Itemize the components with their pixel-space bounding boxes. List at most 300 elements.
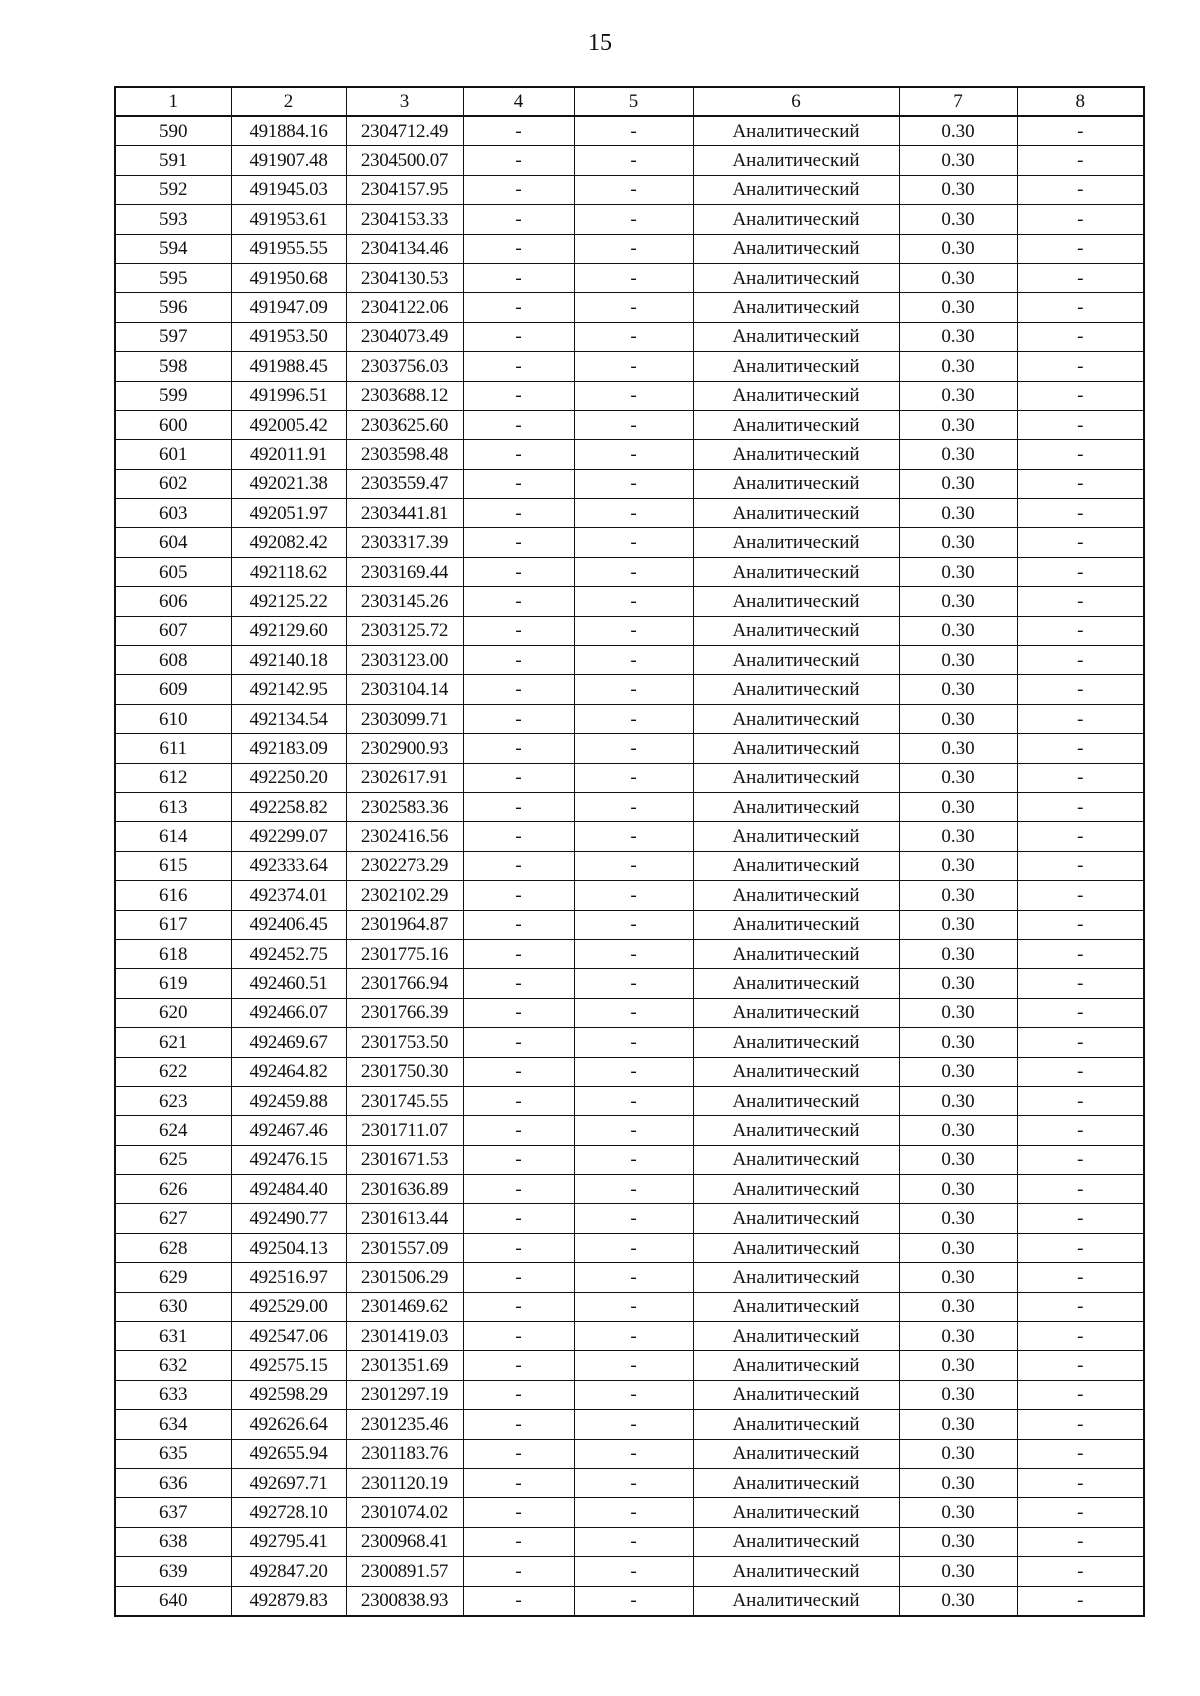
column-8-cell: - [1017, 1586, 1144, 1616]
column-4-cell: - [463, 499, 574, 528]
table-row [115, 146, 1144, 175]
y-coordinate-cell: 2301297.19 [346, 1380, 463, 1409]
y-coordinate-cell: 2301469.62 [346, 1292, 463, 1321]
column-4-cell: - [463, 646, 574, 675]
table-row [115, 1322, 1144, 1351]
column-5-cell: - [574, 910, 693, 939]
method-cell: Аналитический [693, 1175, 899, 1204]
table-row [115, 792, 1144, 821]
table-row [115, 675, 1144, 704]
column-5-cell: - [574, 1292, 693, 1321]
column-4-cell: - [463, 528, 574, 557]
method-cell: Аналитический [693, 646, 899, 675]
column-8-cell: - [1017, 1263, 1144, 1292]
column-8-cell: - [1017, 499, 1144, 528]
y-coordinate-cell: 2301753.50 [346, 1028, 463, 1057]
x-coordinate-cell: 492258.82 [231, 792, 346, 821]
method-cell: Аналитический [693, 1527, 899, 1556]
column-5-cell: - [574, 1145, 693, 1174]
column-5-cell: - [574, 440, 693, 469]
column-5-cell: - [574, 1322, 693, 1351]
column-5-cell: - [574, 998, 693, 1027]
accuracy-cell: 0.30 [899, 792, 1017, 821]
table-row [115, 1233, 1144, 1262]
x-coordinate-cell: 492469.67 [231, 1028, 346, 1057]
point-number-cell: 623 [115, 1086, 231, 1115]
column-4-cell: - [463, 1498, 574, 1527]
method-cell: Аналитический [693, 1439, 899, 1468]
column-5-cell: - [574, 704, 693, 733]
accuracy-cell: 0.30 [899, 851, 1017, 880]
table-row [115, 234, 1144, 263]
column-header: 7 [899, 87, 1017, 116]
accuracy-cell: 0.30 [899, 1586, 1017, 1616]
column-8-cell: - [1017, 851, 1144, 880]
method-cell: Аналитический [693, 205, 899, 234]
column-8-cell: - [1017, 1116, 1144, 1145]
method-cell: Аналитический [693, 116, 899, 146]
column-8-cell: - [1017, 646, 1144, 675]
accuracy-cell: 0.30 [899, 528, 1017, 557]
y-coordinate-cell: 2303598.48 [346, 440, 463, 469]
y-coordinate-cell: 2304073.49 [346, 322, 463, 351]
column-5-cell: - [574, 381, 693, 410]
column-4-cell: - [463, 998, 574, 1027]
point-number-cell: 597 [115, 322, 231, 351]
point-number-cell: 593 [115, 205, 231, 234]
y-coordinate-cell: 2303145.26 [346, 587, 463, 616]
x-coordinate-cell: 492466.07 [231, 998, 346, 1027]
table-row [115, 205, 1144, 234]
column-8-cell: - [1017, 1292, 1144, 1321]
point-number-cell: 620 [115, 998, 231, 1027]
x-coordinate-cell: 491947.09 [231, 293, 346, 322]
column-5-cell: - [574, 322, 693, 351]
column-8-cell: - [1017, 1086, 1144, 1115]
column-8-cell: - [1017, 910, 1144, 939]
column-header: 5 [574, 87, 693, 116]
column-8-cell: - [1017, 1410, 1144, 1439]
column-4-cell: - [463, 1175, 574, 1204]
table-row [115, 646, 1144, 675]
column-5-cell: - [574, 1086, 693, 1115]
method-cell: Аналитический [693, 175, 899, 204]
accuracy-cell: 0.30 [899, 704, 1017, 733]
column-4-cell: - [463, 205, 574, 234]
column-4-cell: - [463, 763, 574, 792]
column-4-cell: - [463, 1586, 574, 1616]
accuracy-cell: 0.30 [899, 1175, 1017, 1204]
y-coordinate-cell: 2301183.76 [346, 1439, 463, 1468]
point-number-cell: 627 [115, 1204, 231, 1233]
column-5-cell: - [574, 851, 693, 880]
accuracy-cell: 0.30 [899, 1468, 1017, 1497]
column-8-cell: - [1017, 557, 1144, 586]
method-cell: Аналитический [693, 704, 899, 733]
y-coordinate-cell: 2301775.16 [346, 939, 463, 968]
column-8-cell: - [1017, 587, 1144, 616]
column-4-cell: - [463, 1233, 574, 1262]
y-coordinate-cell: 2301745.55 [346, 1086, 463, 1115]
x-coordinate-cell: 492005.42 [231, 410, 346, 439]
column-4-cell: - [463, 1468, 574, 1497]
column-4-cell: - [463, 410, 574, 439]
column-header: 4 [463, 87, 574, 116]
point-number-cell: 629 [115, 1263, 231, 1292]
y-coordinate-cell: 2303123.00 [346, 646, 463, 675]
y-coordinate-cell: 2304130.53 [346, 263, 463, 292]
y-coordinate-cell: 2304122.06 [346, 293, 463, 322]
column-5-cell: - [574, 1028, 693, 1057]
column-5-cell: - [574, 1586, 693, 1616]
point-number-cell: 638 [115, 1527, 231, 1556]
table-row [115, 322, 1144, 351]
column-5-cell: - [574, 675, 693, 704]
method-cell: Аналитический [693, 263, 899, 292]
accuracy-cell: 0.30 [899, 322, 1017, 351]
accuracy-cell: 0.30 [899, 1116, 1017, 1145]
column-4-cell: - [463, 175, 574, 204]
column-4-cell: - [463, 1116, 574, 1145]
table-row [115, 469, 1144, 498]
column-8-cell: - [1017, 881, 1144, 910]
accuracy-cell: 0.30 [899, 1498, 1017, 1527]
column-4-cell: - [463, 881, 574, 910]
x-coordinate-cell: 492051.97 [231, 499, 346, 528]
column-8-cell: - [1017, 998, 1144, 1027]
x-coordinate-cell: 492129.60 [231, 616, 346, 645]
y-coordinate-cell: 2302617.91 [346, 763, 463, 792]
point-number-cell: 612 [115, 763, 231, 792]
column-5-cell: - [574, 1498, 693, 1527]
method-cell: Аналитический [693, 528, 899, 557]
column-5-cell: - [574, 969, 693, 998]
x-coordinate-cell: 492795.41 [231, 1527, 346, 1556]
column-header: 6 [693, 87, 899, 116]
column-4-cell: - [463, 734, 574, 763]
column-4-cell: - [463, 1292, 574, 1321]
point-number-cell: 624 [115, 1116, 231, 1145]
point-number-cell: 633 [115, 1380, 231, 1409]
point-number-cell: 621 [115, 1028, 231, 1057]
column-4-cell: - [463, 1322, 574, 1351]
point-number-cell: 600 [115, 410, 231, 439]
method-cell: Аналитический [693, 410, 899, 439]
x-coordinate-cell: 492626.64 [231, 1410, 346, 1439]
column-4-cell: - [463, 1086, 574, 1115]
column-4-cell: - [463, 381, 574, 410]
x-coordinate-cell: 492459.88 [231, 1086, 346, 1115]
table-row [115, 1586, 1144, 1616]
column-8-cell: - [1017, 116, 1144, 146]
y-coordinate-cell: 2303317.39 [346, 528, 463, 557]
table-row [115, 1439, 1144, 1468]
y-coordinate-cell: 2303756.03 [346, 352, 463, 381]
accuracy-cell: 0.30 [899, 1292, 1017, 1321]
column-8-cell: - [1017, 1498, 1144, 1527]
y-coordinate-cell: 2301964.87 [346, 910, 463, 939]
column-8-cell: - [1017, 1439, 1144, 1468]
accuracy-cell: 0.30 [899, 1322, 1017, 1351]
table-row [115, 410, 1144, 439]
column-5-cell: - [574, 587, 693, 616]
column-8-cell: - [1017, 1233, 1144, 1262]
column-8-cell: - [1017, 1527, 1144, 1556]
x-coordinate-cell: 492250.20 [231, 763, 346, 792]
point-number-cell: 606 [115, 587, 231, 616]
y-coordinate-cell: 2300968.41 [346, 1527, 463, 1556]
method-cell: Аналитический [693, 1086, 899, 1115]
column-5-cell: - [574, 263, 693, 292]
y-coordinate-cell: 2303625.60 [346, 410, 463, 439]
x-coordinate-cell: 491953.50 [231, 322, 346, 351]
table-row [115, 1028, 1144, 1057]
column-4-cell: - [463, 969, 574, 998]
column-5-cell: - [574, 1380, 693, 1409]
x-coordinate-cell: 492082.42 [231, 528, 346, 557]
point-number-cell: 613 [115, 792, 231, 821]
x-coordinate-cell: 492655.94 [231, 1439, 346, 1468]
x-coordinate-cell: 491988.45 [231, 352, 346, 381]
method-cell: Аналитический [693, 1498, 899, 1527]
method-cell: Аналитический [693, 1468, 899, 1497]
table-row [115, 1557, 1144, 1586]
y-coordinate-cell: 2301671.53 [346, 1145, 463, 1174]
accuracy-cell: 0.30 [899, 616, 1017, 645]
x-coordinate-cell: 492879.83 [231, 1586, 346, 1616]
y-coordinate-cell: 2304712.49 [346, 116, 463, 146]
method-cell: Аналитический [693, 792, 899, 821]
method-cell: Аналитический [693, 499, 899, 528]
accuracy-cell: 0.30 [899, 1380, 1017, 1409]
table-row [115, 381, 1144, 410]
point-number-cell: 615 [115, 851, 231, 880]
x-coordinate-cell: 492140.18 [231, 646, 346, 675]
x-coordinate-cell: 491996.51 [231, 381, 346, 410]
point-number-cell: 631 [115, 1322, 231, 1351]
x-coordinate-cell: 491950.68 [231, 263, 346, 292]
y-coordinate-cell: 2302102.29 [346, 881, 463, 910]
y-coordinate-cell: 2303099.71 [346, 704, 463, 733]
point-number-cell: 610 [115, 704, 231, 733]
column-5-cell: - [574, 1116, 693, 1145]
table-row [115, 587, 1144, 616]
column-8-cell: - [1017, 175, 1144, 204]
method-cell: Аналитический [693, 969, 899, 998]
y-coordinate-cell: 2300891.57 [346, 1557, 463, 1586]
column-4-cell: - [463, 704, 574, 733]
column-4-cell: - [463, 1204, 574, 1233]
x-coordinate-cell: 492575.15 [231, 1351, 346, 1380]
accuracy-cell: 0.30 [899, 1439, 1017, 1468]
point-number-cell: 603 [115, 499, 231, 528]
method-cell: Аналитический [693, 1322, 899, 1351]
y-coordinate-cell: 2301766.94 [346, 969, 463, 998]
column-8-cell: - [1017, 469, 1144, 498]
method-cell: Аналитический [693, 1233, 899, 1262]
table-row [115, 1380, 1144, 1409]
column-5-cell: - [574, 616, 693, 645]
point-number-cell: 619 [115, 969, 231, 998]
column-8-cell: - [1017, 1380, 1144, 1409]
column-4-cell: - [463, 263, 574, 292]
table-row [115, 881, 1144, 910]
y-coordinate-cell: 2302583.36 [346, 792, 463, 821]
column-8-cell: - [1017, 675, 1144, 704]
x-coordinate-cell: 492183.09 [231, 734, 346, 763]
y-coordinate-cell: 2301351.69 [346, 1351, 463, 1380]
x-coordinate-cell: 492547.06 [231, 1322, 346, 1351]
method-cell: Аналитический [693, 1057, 899, 1086]
column-5-cell: - [574, 146, 693, 175]
accuracy-cell: 0.30 [899, 116, 1017, 146]
column-8-cell: - [1017, 293, 1144, 322]
accuracy-cell: 0.30 [899, 1204, 1017, 1233]
column-5-cell: - [574, 234, 693, 263]
column-5-cell: - [574, 528, 693, 557]
accuracy-cell: 0.30 [899, 1145, 1017, 1174]
point-number-cell: 635 [115, 1439, 231, 1468]
column-5-cell: - [574, 1233, 693, 1262]
accuracy-cell: 0.30 [899, 998, 1017, 1027]
method-cell: Аналитический [693, 1028, 899, 1057]
accuracy-cell: 0.30 [899, 469, 1017, 498]
x-coordinate-cell: 492452.75 [231, 939, 346, 968]
column-4-cell: - [463, 792, 574, 821]
table-row [115, 910, 1144, 939]
x-coordinate-cell: 491907.48 [231, 146, 346, 175]
column-4-cell: - [463, 352, 574, 381]
accuracy-cell: 0.30 [899, 293, 1017, 322]
table-row [115, 116, 1144, 146]
accuracy-cell: 0.30 [899, 1233, 1017, 1262]
column-8-cell: - [1017, 146, 1144, 175]
column-4-cell: - [463, 440, 574, 469]
accuracy-cell: 0.30 [899, 969, 1017, 998]
point-number-cell: 611 [115, 734, 231, 763]
column-8-cell: - [1017, 528, 1144, 557]
column-4-cell: - [463, 1439, 574, 1468]
column-5-cell: - [574, 1468, 693, 1497]
accuracy-cell: 0.30 [899, 1263, 1017, 1292]
x-coordinate-cell: 492134.54 [231, 704, 346, 733]
accuracy-cell: 0.30 [899, 146, 1017, 175]
point-number-cell: 625 [115, 1145, 231, 1174]
x-coordinate-cell: 491953.61 [231, 205, 346, 234]
point-number-cell: 637 [115, 1498, 231, 1527]
method-cell: Аналитический [693, 440, 899, 469]
point-number-cell: 592 [115, 175, 231, 204]
column-8-cell: - [1017, 704, 1144, 733]
column-4-cell: - [463, 910, 574, 939]
x-coordinate-cell: 492021.38 [231, 469, 346, 498]
x-coordinate-cell: 492467.46 [231, 1116, 346, 1145]
column-8-cell: - [1017, 1468, 1144, 1497]
column-5-cell: - [574, 352, 693, 381]
x-coordinate-cell: 492516.97 [231, 1263, 346, 1292]
x-coordinate-cell: 492728.10 [231, 1498, 346, 1527]
point-number-cell: 601 [115, 440, 231, 469]
column-4-cell: - [463, 116, 574, 146]
point-number-cell: 596 [115, 293, 231, 322]
y-coordinate-cell: 2303688.12 [346, 381, 463, 410]
column-5-cell: - [574, 410, 693, 439]
y-coordinate-cell: 2303169.44 [346, 557, 463, 586]
accuracy-cell: 0.30 [899, 1086, 1017, 1115]
table-body [115, 116, 1144, 1616]
point-number-cell: 618 [115, 939, 231, 968]
accuracy-cell: 0.30 [899, 499, 1017, 528]
column-8-cell: - [1017, 234, 1144, 263]
method-cell: Аналитический [693, 293, 899, 322]
column-8-cell: - [1017, 263, 1144, 292]
column-8-cell: - [1017, 1145, 1144, 1174]
column-8-cell: - [1017, 939, 1144, 968]
column-5-cell: - [574, 1204, 693, 1233]
column-4-cell: - [463, 822, 574, 851]
accuracy-cell: 0.30 [899, 1527, 1017, 1556]
x-coordinate-cell: 492847.20 [231, 1557, 346, 1586]
point-number-cell: 590 [115, 116, 231, 146]
y-coordinate-cell: 2304134.46 [346, 234, 463, 263]
point-number-cell: 634 [115, 1410, 231, 1439]
table-row [115, 1086, 1144, 1115]
method-cell: Аналитический [693, 1204, 899, 1233]
table-row [115, 499, 1144, 528]
column-header: 8 [1017, 87, 1144, 116]
column-4-cell: - [463, 939, 574, 968]
method-cell: Аналитический [693, 1410, 899, 1439]
point-number-cell: 598 [115, 352, 231, 381]
table-row [115, 616, 1144, 645]
x-coordinate-cell: 492333.64 [231, 851, 346, 880]
accuracy-cell: 0.30 [899, 381, 1017, 410]
column-5-cell: - [574, 881, 693, 910]
column-5-cell: - [574, 1410, 693, 1439]
accuracy-cell: 0.30 [899, 410, 1017, 439]
x-coordinate-cell: 492299.07 [231, 822, 346, 851]
point-number-cell: 616 [115, 881, 231, 910]
x-coordinate-cell: 492529.00 [231, 1292, 346, 1321]
y-coordinate-cell: 2303125.72 [346, 616, 463, 645]
method-cell: Аналитический [693, 763, 899, 792]
point-number-cell: 599 [115, 381, 231, 410]
accuracy-cell: 0.30 [899, 1557, 1017, 1586]
column-5-cell: - [574, 1439, 693, 1468]
table-row [115, 1057, 1144, 1086]
x-coordinate-cell: 492118.62 [231, 557, 346, 586]
table-row [115, 969, 1144, 998]
y-coordinate-cell: 2301711.07 [346, 1116, 463, 1145]
column-4-cell: - [463, 146, 574, 175]
column-5-cell: - [574, 1527, 693, 1556]
method-cell: Аналитический [693, 146, 899, 175]
y-coordinate-cell: 2302273.29 [346, 851, 463, 880]
method-cell: Аналитический [693, 1292, 899, 1321]
column-4-cell: - [463, 1028, 574, 1057]
point-number-cell: 622 [115, 1057, 231, 1086]
coordinates-table [114, 86, 1145, 1617]
y-coordinate-cell: 2301557.09 [346, 1233, 463, 1262]
accuracy-cell: 0.30 [899, 587, 1017, 616]
column-8-cell: - [1017, 792, 1144, 821]
method-cell: Аналитический [693, 1380, 899, 1409]
column-8-cell: - [1017, 352, 1144, 381]
column-5-cell: - [574, 175, 693, 204]
x-coordinate-cell: 492490.77 [231, 1204, 346, 1233]
y-coordinate-cell: 2303559.47 [346, 469, 463, 498]
column-4-cell: - [463, 293, 574, 322]
